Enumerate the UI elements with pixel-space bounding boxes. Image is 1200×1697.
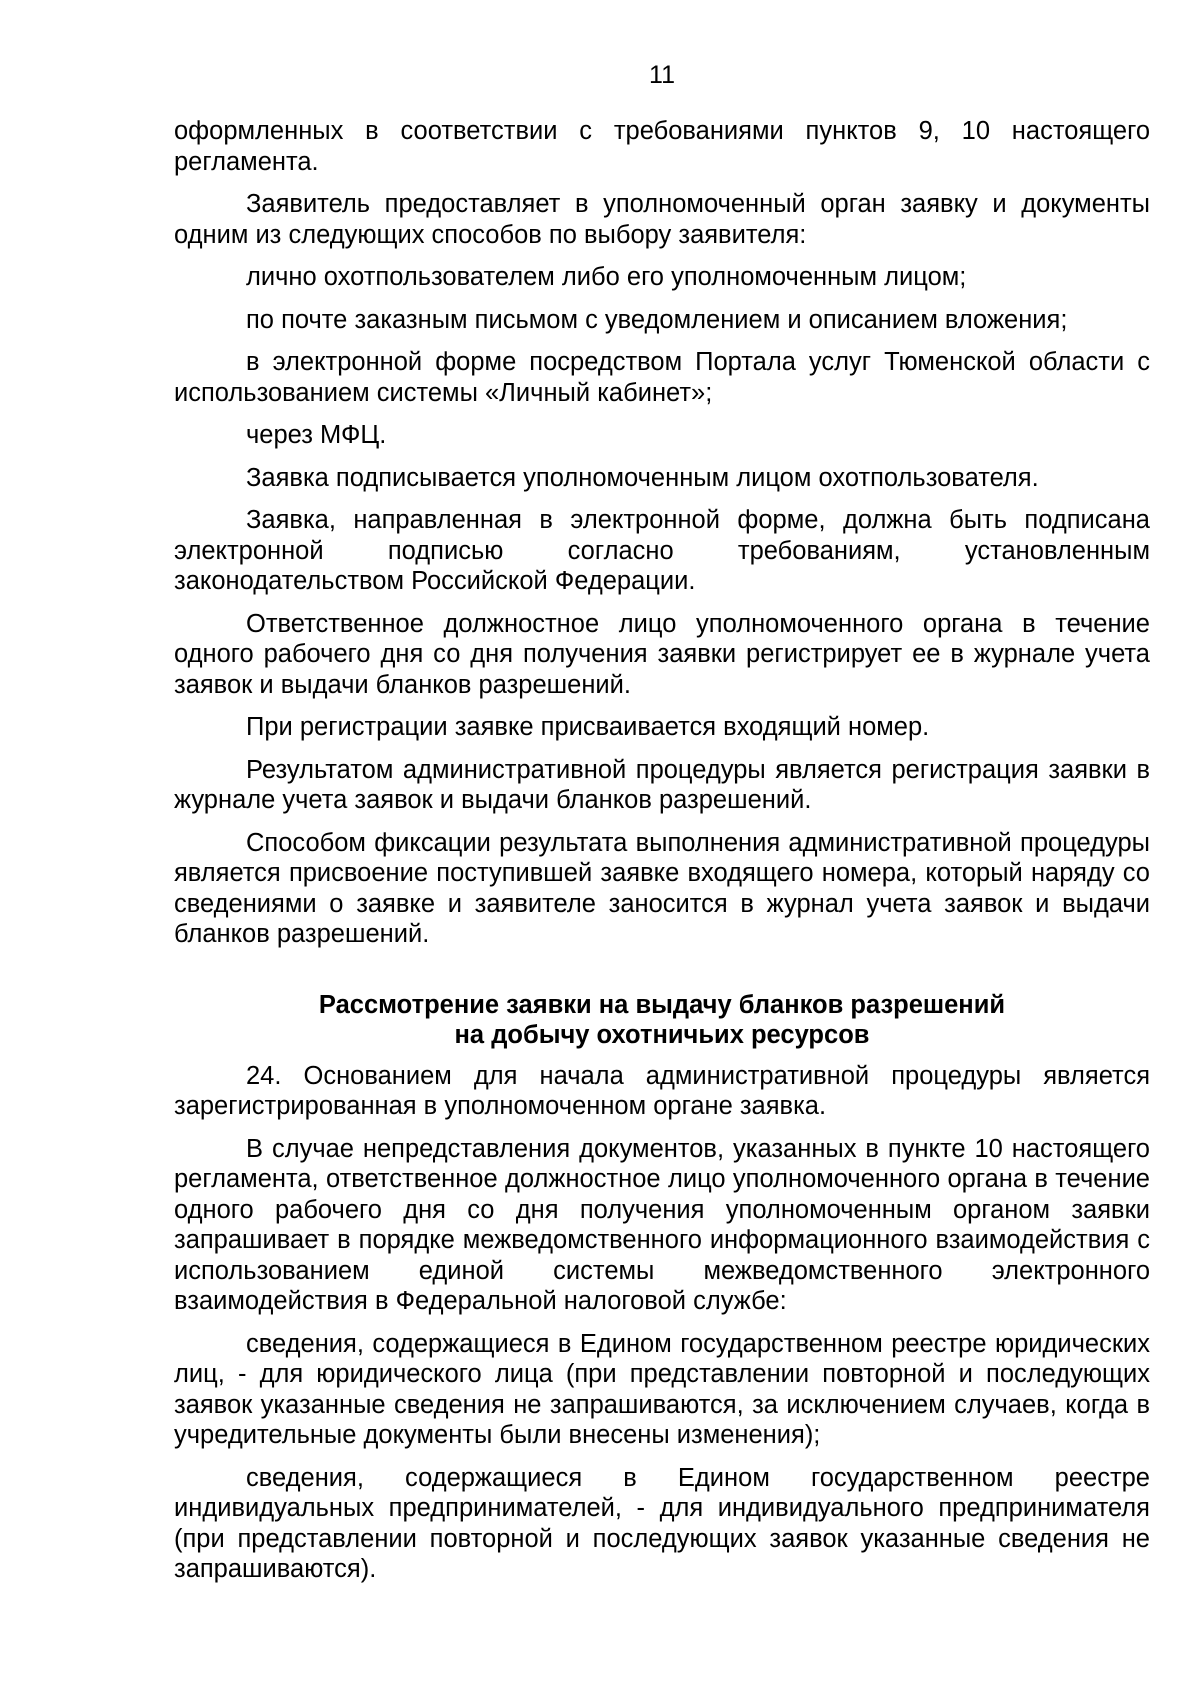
paragraph: 24. Основанием для начала административной процедуры является зарегистрированная в уполномоченном органе заявка. xyxy=(174,1061,1150,1120)
section-heading-line: на добычу охотничьих ресурсов xyxy=(454,1021,870,1049)
paragraph: лично охотпользователем либо его уполномоченным лицом; xyxy=(246,263,967,291)
paragraph: оформленных в соответствии с требованиями пунктов 9, 10 настоящего регламента. xyxy=(174,117,1150,176)
paragraph: сведения, содержащиеся в Едином государственном реестре юридических лиц, - для юридического лица (при представлении повторной и последующих заявок указанные сведения не запрашиваются, за исключением случаев, когда в учредительные документы были внесены изменения); xyxy=(174,1329,1150,1449)
paragraph: Способом фиксации результата выполнения административной процедуры является присвоение поступившей заявке входящего номера, который наряду со сведениями о заявке и заявителе заносится в журнал учета заявок и выдачи бланков разрешений. xyxy=(174,828,1150,948)
paragraph: Результатом административной процедуры является регистрация заявки в журнале учета заявок и выдачи бланков разрешений. xyxy=(174,755,1150,814)
paragraph: Заявка подписывается уполномоченным лицом охотпользователя. xyxy=(246,463,1039,492)
paragraph: сведения, содержащиеся в Едином государственном реестре индивидуальных предпринимателей, - для индивидуального предпринимателя (при представлении повторной и последующих заявок указанные сведения не запрашиваются). xyxy=(174,1463,1150,1583)
paragraph: по почте заказным письмом с уведомлением и описанием вложения; xyxy=(246,305,1068,334)
document-body xyxy=(174,116,1150,1597)
paragraph: Заявитель предоставляет в уполномоченный орган заявку и документы одним из следующих способов по выбору заявителя: xyxy=(174,190,1150,249)
paragraph: Заявка, направленная в электронной форме, должна быть подписана электронной подписью согласно требованиям, установленным законодательством Российской Федерации. xyxy=(174,506,1150,595)
section-heading xyxy=(174,990,1150,1051)
page-number: 11 xyxy=(649,61,675,89)
paragraph: Ответственное должностное лицо уполномоченного органа в течение одного рабочего дня со дня получения заявки регистрирует ее в журнале учета заявок и выдачи бланков разрешений. xyxy=(174,609,1150,699)
paragraph: в электронной форме посредством Портала услуг Тюменской области с использованием системы «Личный кабинет»; xyxy=(174,348,1150,407)
paragraph: При регистрации заявке присваивается входящий номер. xyxy=(246,713,930,741)
paragraph: через МФЦ. xyxy=(246,421,387,449)
section-heading-line: Рассмотрение заявки на выдачу бланков разрешений xyxy=(318,990,1006,1019)
paragraph: В случае непредставления документов, указанных в пункте 10 настоящего регламента, ответственное должностное лицо уполномоченного органа в течение одного рабочего дня со дня получения уполномоченным органом заявки запрашивает в порядке межведомственного информационного взаимодействия с использованием единой системы межведомственного электронного взаимодействия в Федеральной налоговой службе: xyxy=(174,1134,1150,1315)
